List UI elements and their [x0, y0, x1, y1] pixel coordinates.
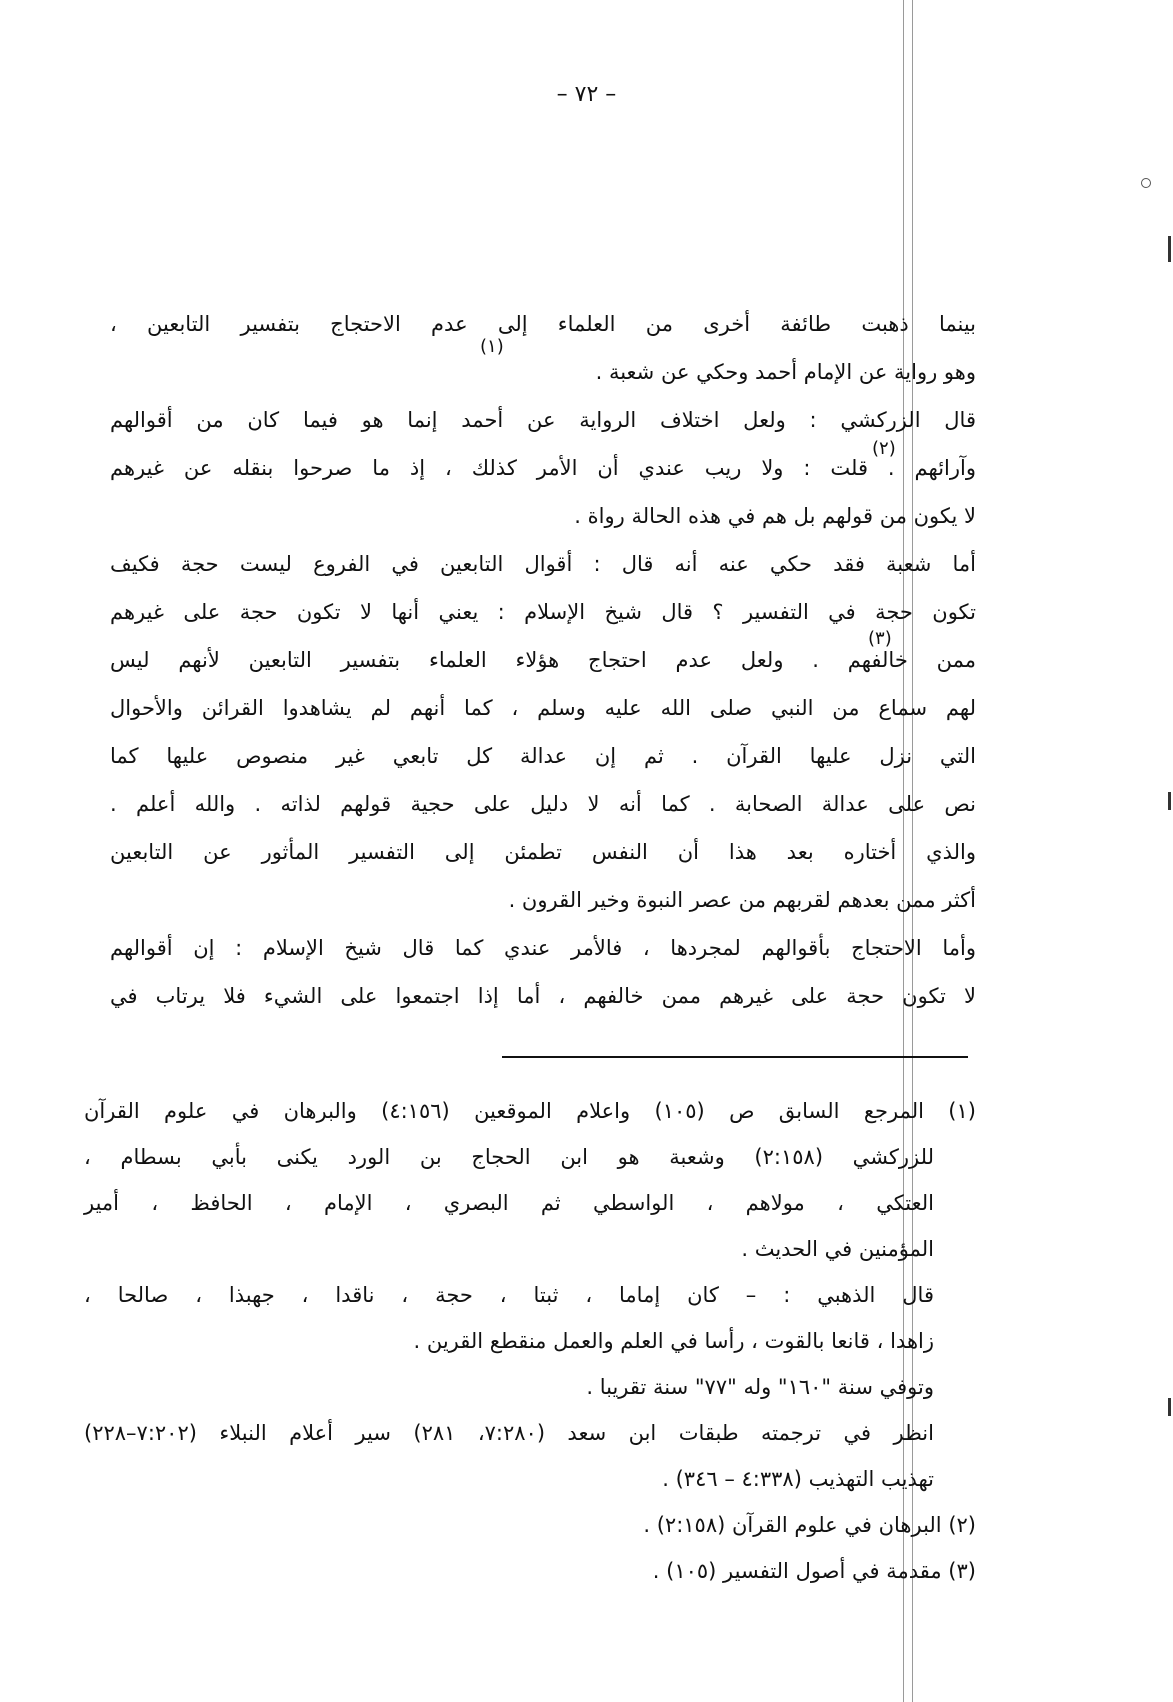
scan-mark: [1168, 792, 1171, 810]
footnote-line: العتكي ، مولاهم ، الواسطي ثم البصري ، الإمام ، الحافظ ، أمير: [84, 1191, 934, 1215]
footnote-line: (١) المرجع السابق ص (١٠٥) واعلام الموقعين (٤:١٥٦) والبرهان في علوم القرآن: [84, 1099, 976, 1123]
text-line: نص على عدالة الصحابة . كما أنه لا دليل على حجية قولهم لذاته . والله أعلم .: [110, 792, 976, 816]
footnote-line: وتوفي سنة "١٦٠" وله "٧٧" سنة تقريبا .: [586, 1375, 934, 1399]
footnote-line: انظر في ترجمته طبقات ابن سعد (٧:٢٨٠، ٢٨١) سير أعلام النبلاء (٧:٢٠٢–٢٢٨): [84, 1421, 934, 1445]
text-line: بينما ذهبت طائفة أخرى من العلماء إلى عدم الاحتجاج بتفسير التابعين ،: [110, 312, 976, 336]
footnote-ref-3: (٣): [868, 628, 892, 649]
text-line: لا يكون من قولهم بل هم في هذه الحالة رواة .: [574, 504, 976, 528]
footnote-line: (٣) مقدمة في أصول التفسير (١٠٥) .: [652, 1559, 976, 1583]
scan-mark: [1141, 178, 1151, 188]
footnote-line: زاهدا ، قانعا بالقوت ، رأسا في العلم والعمل منقطع القرين .: [413, 1329, 934, 1353]
footnote-line: المؤمنين في الحديث .: [741, 1237, 934, 1261]
text-line: التي نزل عليها القرآن . ثم إن عدالة كل تابعي غير منصوص عليها كما: [110, 744, 976, 768]
text-line: لا تكون حجة على غيرهم ممن خالفهم ، أما إذا اجتمعوا على الشيء فلا يرتاب في: [110, 984, 976, 1008]
text-line: والذي أختاره بعد هذا أن النفس تطمئن إلى التفسير المأثور عن التابعين: [110, 840, 976, 864]
footnote-line: قال الذهبي : – كان إماما ، ثبتا ، حجة ، ناقدا ، جهبذا ، صالحا ،: [84, 1283, 934, 1307]
main-text: [110, 300, 976, 1020]
footnotes: [84, 1088, 976, 1594]
scan-mark: [1168, 236, 1171, 262]
footnote-line: تهذيب التهذيب (٤:٣٣٨ – ٣٤٦) .: [662, 1467, 934, 1491]
text-line: لهم سماع من النبي صلى الله عليه وسلم ، كما أنهم لم يشاهدوا القرائن والأحوال: [110, 696, 976, 720]
footnote-line: (٢) البرهان في علوم القرآن (٢:١٥٨) .: [643, 1513, 976, 1537]
footnote-ref-2: (٢): [872, 438, 896, 459]
scan-mark: [1168, 1398, 1171, 1416]
text-line: وآرائهم . قلت : ولا ريب عندي أن الأمر كذلك ، إذ ما صرحوا بنقله عن غيرهم: [110, 456, 976, 480]
text-line: وأما الاحتجاج بأقوالهم لمجردها ، فالأمر عندي كما قال شيخ الإسلام : إن أقوالهم: [110, 936, 976, 960]
text-line: أما شعبة فقد حكي عنه أنه قال : أقوال التابعين في الفروع ليست حجة فكيف: [110, 552, 976, 576]
footnote-ref-1: (١): [480, 336, 504, 357]
text-line: وهو رواية عن الإمام أحمد وحكي عن شعبة .: [595, 360, 976, 384]
page-number: – ٧٢ –: [556, 82, 617, 107]
text-line: تكون حجة في التفسير ؟ قال شيخ الإسلام : يعني أنها لا تكون حجة على غيرهم: [110, 600, 976, 624]
text-line: ممن خالفهم . ولعل عدم احتجاج هؤلاء العلماء بتفسير التابعين لأنهم ليس: [110, 648, 976, 672]
text-line: قال الزركشي : ولعل اختلاف الرواية عن أحمد إنما هو فيما كان من أقوالهم: [110, 408, 976, 432]
footnote-divider: [502, 1056, 968, 1058]
text-line: أكثر ممن بعدهم لقربهم من عصر النبوة وخير القرون .: [508, 888, 976, 912]
footnote-line: للزركشي (٢:١٥٨) وشعبة هو ابن الحجاج بن الورد يكنى بأبي بسطام ،: [84, 1145, 934, 1169]
